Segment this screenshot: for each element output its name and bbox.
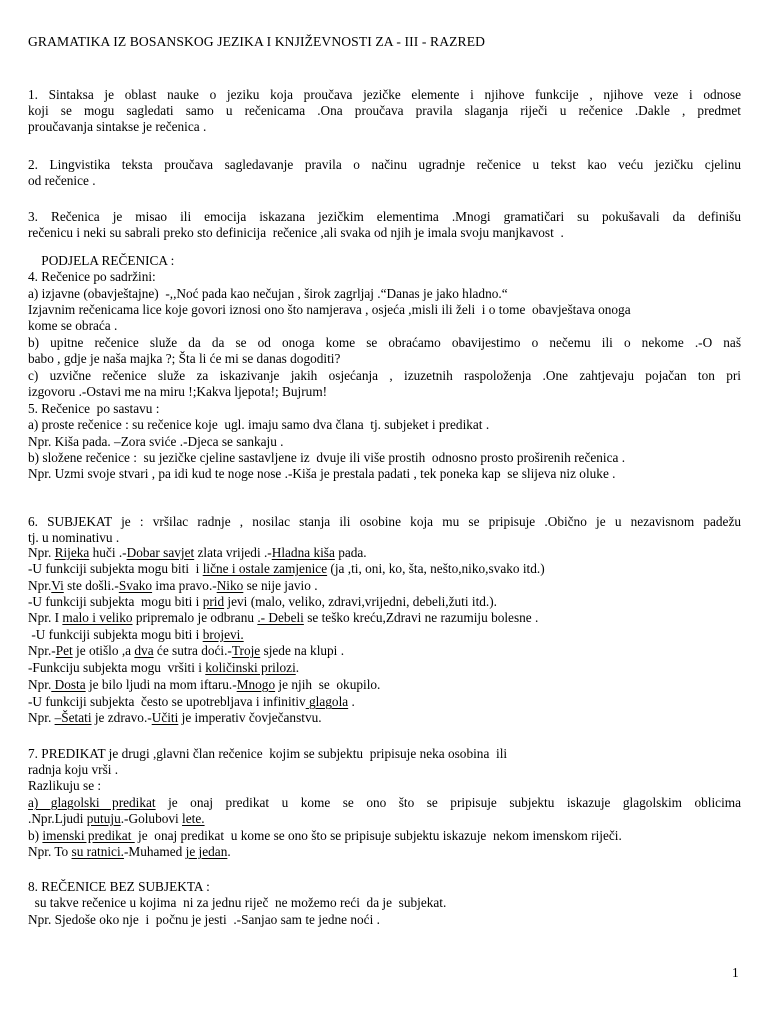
text-line: Npr. Dosta je bilo ljudi na mom iftaru.-Mnogo je njih se okupilo.: [28, 677, 381, 692]
underlined-term: imenski predikat: [42, 828, 135, 843]
text-line: -U funkciji subjekta često se upotrebljava i infinitiv glagola .: [28, 694, 355, 709]
text-line: rečenicu i neki su sabrali preko sto definicija rečenice ,ali svaka od njih je imala svoju manjkavost .: [28, 225, 564, 240]
text-line: Npr. To su ratnici.-Muhamed je jedan.: [28, 844, 231, 859]
text-line: Razlikuju se :: [28, 778, 102, 793]
text-line: koji se mogu sagledati samo u rečenicama .Ona proučava pravila slaganja riječi u rečenice .Dakle , predmet: [28, 103, 741, 118]
text-line: Npr. Rijeka huči .-Dobar savjet zlata vrijedi .-Hladna kiša pada.: [28, 545, 367, 560]
underlined-term: Mnogo: [236, 677, 276, 692]
underlined-term: lete.: [182, 811, 205, 826]
text-line: PODJELA REČENICA :: [28, 253, 175, 268]
text-line: -U funkciji subjekta mogu biti i lične i ostale zamjenice (ja ,ti, oni, ko, šta, nešto,niko,svako itd.): [28, 561, 545, 576]
text-line: 6. SUBJEKAT je : vršilac radnje , nosilac stanja ili osobine koja mu se pripisuje .Obično je u nezavisnom padežu: [28, 514, 741, 529]
text-line: Izjavnim rečenicama lice koje govori iznosi ono što namjerava , osjeća ,misli ili želi i o tome obavještava onoga: [28, 302, 631, 317]
underlined-term: Niko: [216, 578, 244, 593]
text-line: 2. Lingvistika teksta proučava sagledavanje pravila o načinu ugradnje rečenice u tekst kao veću jezičku cjelinu: [28, 157, 741, 172]
document-title: GRAMATIKA IZ BOSANSKOG JEZIKA I KNJIŽEVNOSTI ZA - III - RAZRED: [28, 34, 486, 49]
underlined-term: glagola: [305, 694, 349, 709]
text-line: Npr. Kiša pada. –Zora sviće .-Djeca se sankaju .: [28, 434, 284, 449]
text-line: b) složene rečenice : su jezičke cjeline sastavljene iz dvuje ili više prostih odnosno prosto proširenih rečenica .: [28, 450, 626, 465]
underlined-term: brojevi.: [202, 627, 244, 642]
underlined-term: lične i ostale zamjenice: [202, 561, 328, 576]
text-line: c) uzvične rečenice služe za iskazivanje jakih osjećanja , izuzetnih raspoloženja .One zahtjevaju pojačan ton pri: [28, 368, 741, 383]
text-line: a) izjavne (obavještajne) -,,Noć pada kao nečujan , širok zagrljaj .“Danas je jako hladno.“: [28, 286, 508, 301]
underlined-term: –Šetati: [54, 710, 92, 725]
underlined-term: Učiti: [151, 710, 179, 725]
text-line: radnja koju vrši .: [28, 762, 119, 777]
underlined-term: Dobar savjet: [126, 545, 195, 560]
underlined-term: količinski prilozi: [205, 660, 296, 675]
underlined-term: Troje: [231, 643, 261, 658]
text-line: Npr. –Šetati je zdravo.-Učiti je imperativ čovječanstvu.: [28, 710, 322, 725]
text-line: izgovoru .-Ostavi me na miru !;Kakva ljepota!; Bujrum!: [28, 384, 328, 399]
text-line: a) glagolski predikat je onaj predikat u kome se ono što se pripisuje subjektu iskazuje glagolskim oblicima: [28, 795, 742, 810]
text-line: Npr. Uzmi svoje stvari , pa idi kud te noge nose .-Kiša je prestala padati , tek poneka kap se slijeva niz oluke .: [28, 466, 616, 481]
text-line: 3. Rečenica je misao ili emocija iskazana jezičkim elementima .Mnogi gramatičari su pokušavali da definišu: [28, 209, 741, 224]
text-line: -U funkciji subjekta mogu biti i brojevi.: [28, 627, 244, 642]
underlined-term: putuju: [86, 811, 121, 826]
text-line: 8. REČENICE BEZ SUBJEKTA :: [28, 879, 210, 894]
underlined-term: su ratnici.: [71, 844, 124, 859]
text-line: -U funkciji subjekta mogu biti i prid jevi (malo, veliko, zdravi,vrijedni, debeli,žuti itd.).: [28, 594, 497, 609]
underlined-term: dva: [134, 643, 154, 658]
text-line: proučavanja sintakse je rečenica .: [28, 119, 207, 134]
text-line: b) upitne rečenice služe da da se od onoga kome se obraćamo obavijestimo o nečemu ili o nekome .-O naš: [28, 335, 741, 350]
text-line: od rečenice .: [28, 173, 96, 188]
text-line: 1. Sintaksa je oblast nauke o jeziku koja proučava jezičke elemente i njihove funkcije , njihove veze i odnose: [28, 87, 741, 102]
underlined-term: Rijeka: [54, 545, 90, 560]
text-line: Npr.Vi ste došli.-Svako ima pravo.-Niko se nije javio .: [28, 578, 318, 593]
text-line: a) proste rečenice : su rečenice koje ugl. imaju samo dva člana tj. subjeket i predikat .: [28, 417, 490, 432]
text-line: su takve rečenice u kojima ni za jednu riječ ne možemo reći da je subjekat.: [28, 895, 447, 910]
underlined-term: Hladna kiša: [271, 545, 335, 560]
text-line: 7. PREDIKAT je drugi ,glavni član rečenice kojim se subjektu pripisuje neka osobina ili: [28, 746, 508, 761]
text-line: .Npr.Ljudi putuju.-Golubovi lete.: [28, 811, 205, 826]
page-number: 1: [732, 965, 739, 980]
text-line: tj. u nominativu .: [28, 530, 120, 545]
underlined-term: malo i veliko: [62, 610, 133, 625]
text-line: kome se obraća .: [28, 318, 118, 333]
text-line: -Funkciju subjekta mogu vršiti i količinski prilozi.: [28, 660, 300, 675]
text-line: 4. Rečenice po sadržini:: [28, 269, 156, 284]
text-line: Npr.-Pet je otišlo ,a dva će sutra doći.-Troje sjede na klupi .: [28, 643, 345, 658]
underlined-term: Pet: [55, 643, 73, 658]
text-line: Npr. I malo i veliko pripremalo je odbranu .- Debeli se teško kreću,Zdravi ne razumiju bolesne .: [28, 610, 539, 625]
underlined-term: Vi: [51, 578, 64, 593]
text-line: Npr. Sjedoše oko nje i počnu je jesti .-Sanjao sam te jedne noći .: [28, 912, 380, 927]
underlined-term: a) glagolski predikat: [28, 795, 156, 810]
text-line: 5. Rečenice po sastavu :: [28, 401, 160, 416]
text-line: b) imenski predikat je onaj predikat u kome se ono što se pripisuje subjektu iskazuje nekom imenskom riječi.: [28, 828, 622, 843]
underlined-term: prid: [202, 594, 225, 609]
underlined-term: je jedan: [185, 844, 228, 859]
underlined-term: .- Debeli: [257, 610, 304, 625]
underlined-term: Svako: [118, 578, 153, 593]
text-line: babo , gdje je naša majka ?; Šta li će mi se danas dogoditi?: [28, 351, 341, 366]
underlined-term: Dosta: [51, 677, 86, 692]
